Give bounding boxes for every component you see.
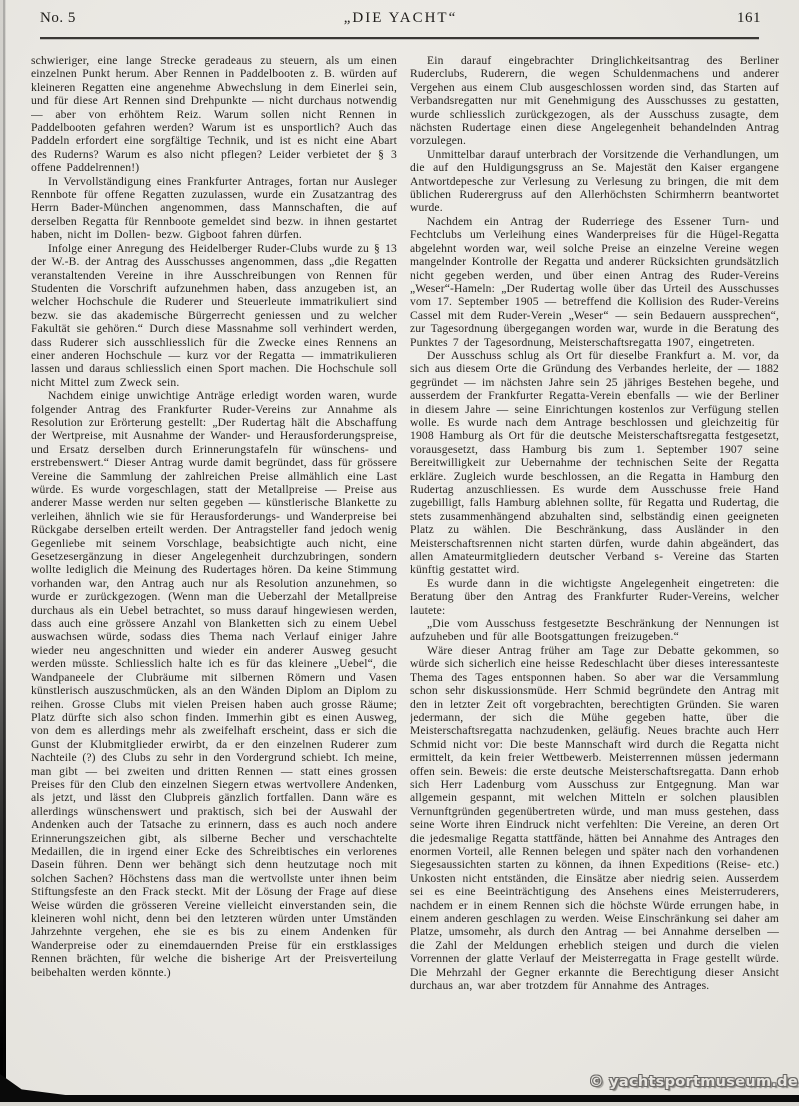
- paragraph: In Vervollständigung eines Frankfurter Antrages, fortan nur Ausleger Rennbote für offene Regatten zuzulassen, wurde ein Zusatzantrag des Herrn Bader-München angenommen, dass Mannschaften, die auf derselben Regatta für Rennboote gemeldet sind bezw. in ihnen gestartet haben, nicht im Dollen- bezw. Gigboot fahren dürfen.: [31, 174, 397, 242]
- paragraph: „Die vom Ausschuss festgesetzte Beschränkung der Nennungen ist aufzuheben und für alle Bootsgattungen freizugeben.“: [410, 617, 779, 644]
- page-header: [40, 10, 761, 36]
- paragraph: schwieriger, eine lange Strecke geradeaus zu steuern, als um einen einzelnen Punkt herum. Aber Rennen in Paddelbooten z. B. würden auf kleineren Regatten eine angenehme Abwechslung in dem Einerlei sein, und für diese Art Rennen sind Drehpunkte — nicht durchaus notwendig — aber von erhöhtem Reiz. Warum sollen nicht Rennen in Paddelbooten gefahren werden? Warum ist es unsportlich? Auch das Paddeln erfordert eine sorgfältige Technik, und ist es nicht eine Abart des Ruderns? Warum es also nicht pflegen? Leider verbietet der § 3 offene Paddelrennen!): [31, 54, 397, 175]
- paragraph: Nachdem einige unwichtige Anträge erledigt worden waren, wurde folgender Antrag des Frankfurter Ruder-Vereins zur Annahme als Resolution zur Erörterung gestellt: „Der Rudertag hält die Abschaffung der Wertpreise, mit Ausnahme der Wander- und Herausforderungspreise, und Ersatz derselben durch Erinnerungstafeln für wünschens- und erstrebenswert.“ Dieser Antrag wurde damit begründet, dass für grössere Vereine die Sammlung der zahlreichen Preise allmählich eine Last würde. Es wurde vorgeschlagen, statt der Metallpreise — Preise aus anderer Masse werden nur selten gegeben — künstlerische Blankette zu verleihen, ähnlich wie sie für Herausforderungs- und Wanderpreise bei Rückgabe derselben erteilt werden. Der Antragsteller fand jedoch wenig Gegenliebe mit seinem Vorschlage, beabsichtigte auch nicht, eine Gesetzesergänzung in dieser Angelegenheit durchzubringen, sondern wollte lediglich die Meinung des Rudertages hören. Da keine Stimmung vorhanden war, den Antrag auch nur als Resolution anzunehmen, so wurde er zurückgezogen. (Wenn man die Ueberzahl der Metallpreise durchaus als ein Uebel betrachtet, so muss darauf hingewiesen werden, dass auch eine grössere Anzahl von Blanketten sich zu einem Uebel auswachsen würde, sodass dies Thema nach Verlauf einiger Jahre wieder neu angeschnitten und wieder ein anderer Ausweg gesucht werden müsste. Schliesslich halte ich es für das kleinere „Uebel“, die Wandpaneele der Clubräume mit silbernen Römern und Vasen künstlerisch auszuschmücken, als an den Wänden Diplom an Diplom zu reihen. Grosse Clubs mit vielen Preisen haben auch grosse Räume; Platz dürfte sich also schon finden. Immerhin gibt es einen Ausweg, von dem es allerdings mehr als zweifelhaft erscheint, dass er sich die Gunst der Klubmitglieder erwirbt, da er den einzelnen Ruderer zum Nachteile (?) des Clubs zu sehr in den Vordergrund schiebt. Ich meine, man gibt — bei zweiten und dritten Rennen — statt eines grossen Preises für den Club den einzelnen Siegern etwas wertvollere Andenken, als jetzt, und lässt den Clubpreis gänzlich fortfallen. Dann wäre es allerdings wünschenswert und praktisch, sich bei der Auswahl der Andenken auch der Tatsache zu erinnern, dass es auch noch andere Erinnerungszeichen gibt, als silberne Becher und verschachtelte Medaillen, die in irgend einer Ecke des Schreibtisches ein verlorenes Dasein führen. Denn wer behängt sich denn heutzutage noch mit solchen Sachen? Höchstens dass man die wertvollste unter ihnen beim Stiftungsfeste an den Frack steckt. Mit der Lösung der Frage auf diese Weise würden die grösseren Vereine vielleicht einverstanden sein, die kleineren wohl nicht, denn bei den letzteren würden unter Umständen Jahrzehnte vergehen, ehe sie es bis zu einem Andenken für Wanderpreise oder zu einemdauernden Preise für ein erstklassiges Rennen brächten, für welche die bisherige Art der Preisverteilung beibehalten werden könnte.): [31, 389, 397, 979]
- text-columns: [31, 54, 779, 1086]
- issue-number: No. 5: [40, 10, 76, 26]
- paragraph: Unmittelbar darauf unterbrach der Vorsitzende die Verhandlungen, um die auf den Huldigungsgruss an Se. Majestät den Kaiser ergangene Antwortdepesche zur Verlesung zu Verlesung zu bringen, die mit dem üblichen Ruderergruss auf den Allerhöchsten Schirmherrn beantwortet wurde.: [410, 147, 779, 215]
- paragraph: Infolge einer Anregung des Heidelberger Ruder-Clubs wurde zu § 13 der W.-B. der Antrag des Ausschusses angenommen, dass „die Regatten veranstaltenden Vereine in ihre Ausschreibungen von Rennen für Studenten die Vorschrift aufzunehmen haben, dass anzugeben ist, an welcher Hochschule die Ruderer und Steuerleute immatrikuliert sind bezw. sie das akademische Bürgerrecht geniessen und zu welcher Fakultät sie gehören.“ Durch diese Massnahme soll verhindert werden, dass Ruderer sich ausschliesslich für die Zwecke eines Rennens an einer anderen Hochschule — kurz vor der Regatta — immatrikulieren lassen und daraus schliesslich einen Sport machen. Die Hochschule soll nicht Mittel zum Zweck sein.: [31, 241, 397, 389]
- paragraph: Der Ausschuss schlug als Ort für dieselbe Frankfurt a. M. vor, da sich aus diesem Orte die Gründung des Verbandes herleite, der — 1882 gegründet — im nächsten Jahre sein 25 jähriges Bestehen begehe, und ausserdem der Frankfurter Regatta-Verein ebenfalls — wie der Berliner in diesem Jahre — seine Einrichtungen kostenlos zur Verfügung stellen wolle. Es wurde nach dem Antrage beschlossen und gleichzeitig für 1908 Hamburg als Ort für die deutsche Meisterschaftsregatta festgesetzt, vorausgesetzt, dass Hamburg bis zum 1. September 1907 seine Bereitwilligkeit zur Uebernahme der technischen Seite der Regatta erkläre. Zugleich wurde beschlossen, an die Regatta in Hamburg den Rudertag anzuschliessen. Es wurde dem Ausschusse freie Hand zugebilligt, falls Hamburg ablehnen sollte, für Regatta und Rudertag, die stets zusammenhängend abzuhalten sind, selbständig einen geeigneten Platz zu wählen. Die Beschränkung, dass Ausländer in den Meisterschaftsrennen nicht starten dürfen, wurde dahin abgeändert, das allen Amateurmitgliedern deutscher Verband s- Vereine das Starten künftig gestattet wird.: [410, 348, 779, 577]
- left-column: [31, 54, 397, 1086]
- scan-edge-bottom-bar: [0, 1095, 799, 1102]
- paragraph: Ein darauf eingebrachter Dringlichkeitsantrag des Berliner Ruderclubs, Ruderern, die wegen Schuldenmachens und anderer Vergehen aus einem Club ausgeschlossen worden sind, das Starten auf Verbandsregatten nur mit Genehmigung des Ausschusses zu gestatten, wurde schliesslich zurückgezogen, als der Ausschuss zusagte, dem nächsten Rudertage einen diese Angelegenheit behandelnden Antrag vorzulegen.: [410, 54, 779, 148]
- scan-edge-bottom-paper: [0, 1102, 799, 1106]
- journal-title: „DIE YACHT“: [343, 10, 458, 26]
- page-number: 161: [737, 10, 761, 26]
- right-column: [410, 54, 779, 1086]
- scan-edge-left-line: [3, 0, 5, 1106]
- paragraph: Es wurde dann in die wichtigste Angelegenheit eingetreten: die Beratung über den Antrag des Frankfurter Ruder-Vereins, welcher lautete:: [410, 576, 779, 617]
- header-rule: [40, 37, 759, 39]
- watermark: © yachtsportmuseum.de: [588, 1074, 798, 1090]
- paragraph: Nachdem ein Antrag der Ruderriege des Essener Turn- und Fechtclubs um Verleihung eines Wanderpreises für die Hügel-Regatta abgelehnt worden war, weil solche Preise an einzelne Vereine wegen mangelnder Kontrolle der Regatta und anderer Rücksichten grundsätzlich nicht gegeben werden, und über einen Antrag des Ruder-Vereins „Weser“-Hameln: „Der Rudertag wolle über das Urteil des Ausschusses vom 17. September 1905 — betreffend die Kollision des Ruder-Vereins Cassel mit dem Ruder-Verein „Weser“ — sein Bedauern aussprechen“, zur Tagesordnung übergegangen worden war, wurde in die Beratung des Punktes 7 der Tagesordnung, Meisterschaftsregatta 1907, eingetreten.: [410, 214, 779, 349]
- paragraph: Wäre dieser Antrag früher am Tage zur Debatte gekommen, so würde sich sicherlich eine heisse Redeschlacht über dieses interessanteste Thema des Tages entsponnen haben. So aber war die Versammlung schon sehr diskussionsmüde. Herr Schmid begründete den Antrag mit den in letzter Zeit oft vorgebrachten, berechtigten Gründen. Sie waren jedermann, der sich die Mühe gegeben hatte, über die Meisterschaftsregatta nachzudenken, geläufig. Neues brachte auch Herr Schmid nicht vor: Die beste Mannschaft wird durch die Regatta nicht ermittelt, da kein freier Wettbewerb. Meisterrennen müssen jedermann offen sein. Beweis: die erste deutsche Meisterschaftsregatta. Dann erhob sich Herr Ladenburg vom Ausschuss zur Entgegnung. Man war allgemein gespannt, mit welchen Mitteln er solchen plausiblen Vernunftgründen gegenübertreten würde, und man muss gestehen, dass seine Worte ihren Eindruck nicht verfehlten: Die Vereine, an deren Ort die jedesmalige Regatta stattfände, hätten bei Annahme des Antrages den enormen Vorteil, alle Rennen belegen und später nach den vorhandenen Siegesaussichten starten zu können, da ihnen Expeditions (Reise- etc.) Unkosten nicht entständen, die Einsätze aber niedrig seien. Ausserdem sei es eine Beeinträchtigung des Ansehens eines Meisterruderers, nachdem er in einem Rennen sich die höchste Würde errungen habe, in einem anderen geschlagen zu werden. Weise Einschränkung sei daher am Platze, umsomehr, als durch den Antrag — bei Annahme derselben — die Zahl der Meldungen erheblich steigen und durch die vielen Vorrennen der glatte Verlauf der Meisterregatta in Frage gestellt würde. Die Mehrzahl der Gegner erkannte die Berechtigung dieser Ansicht durchaus an, war aber trotzdem für Annahme des Antrages.: [410, 643, 779, 993]
